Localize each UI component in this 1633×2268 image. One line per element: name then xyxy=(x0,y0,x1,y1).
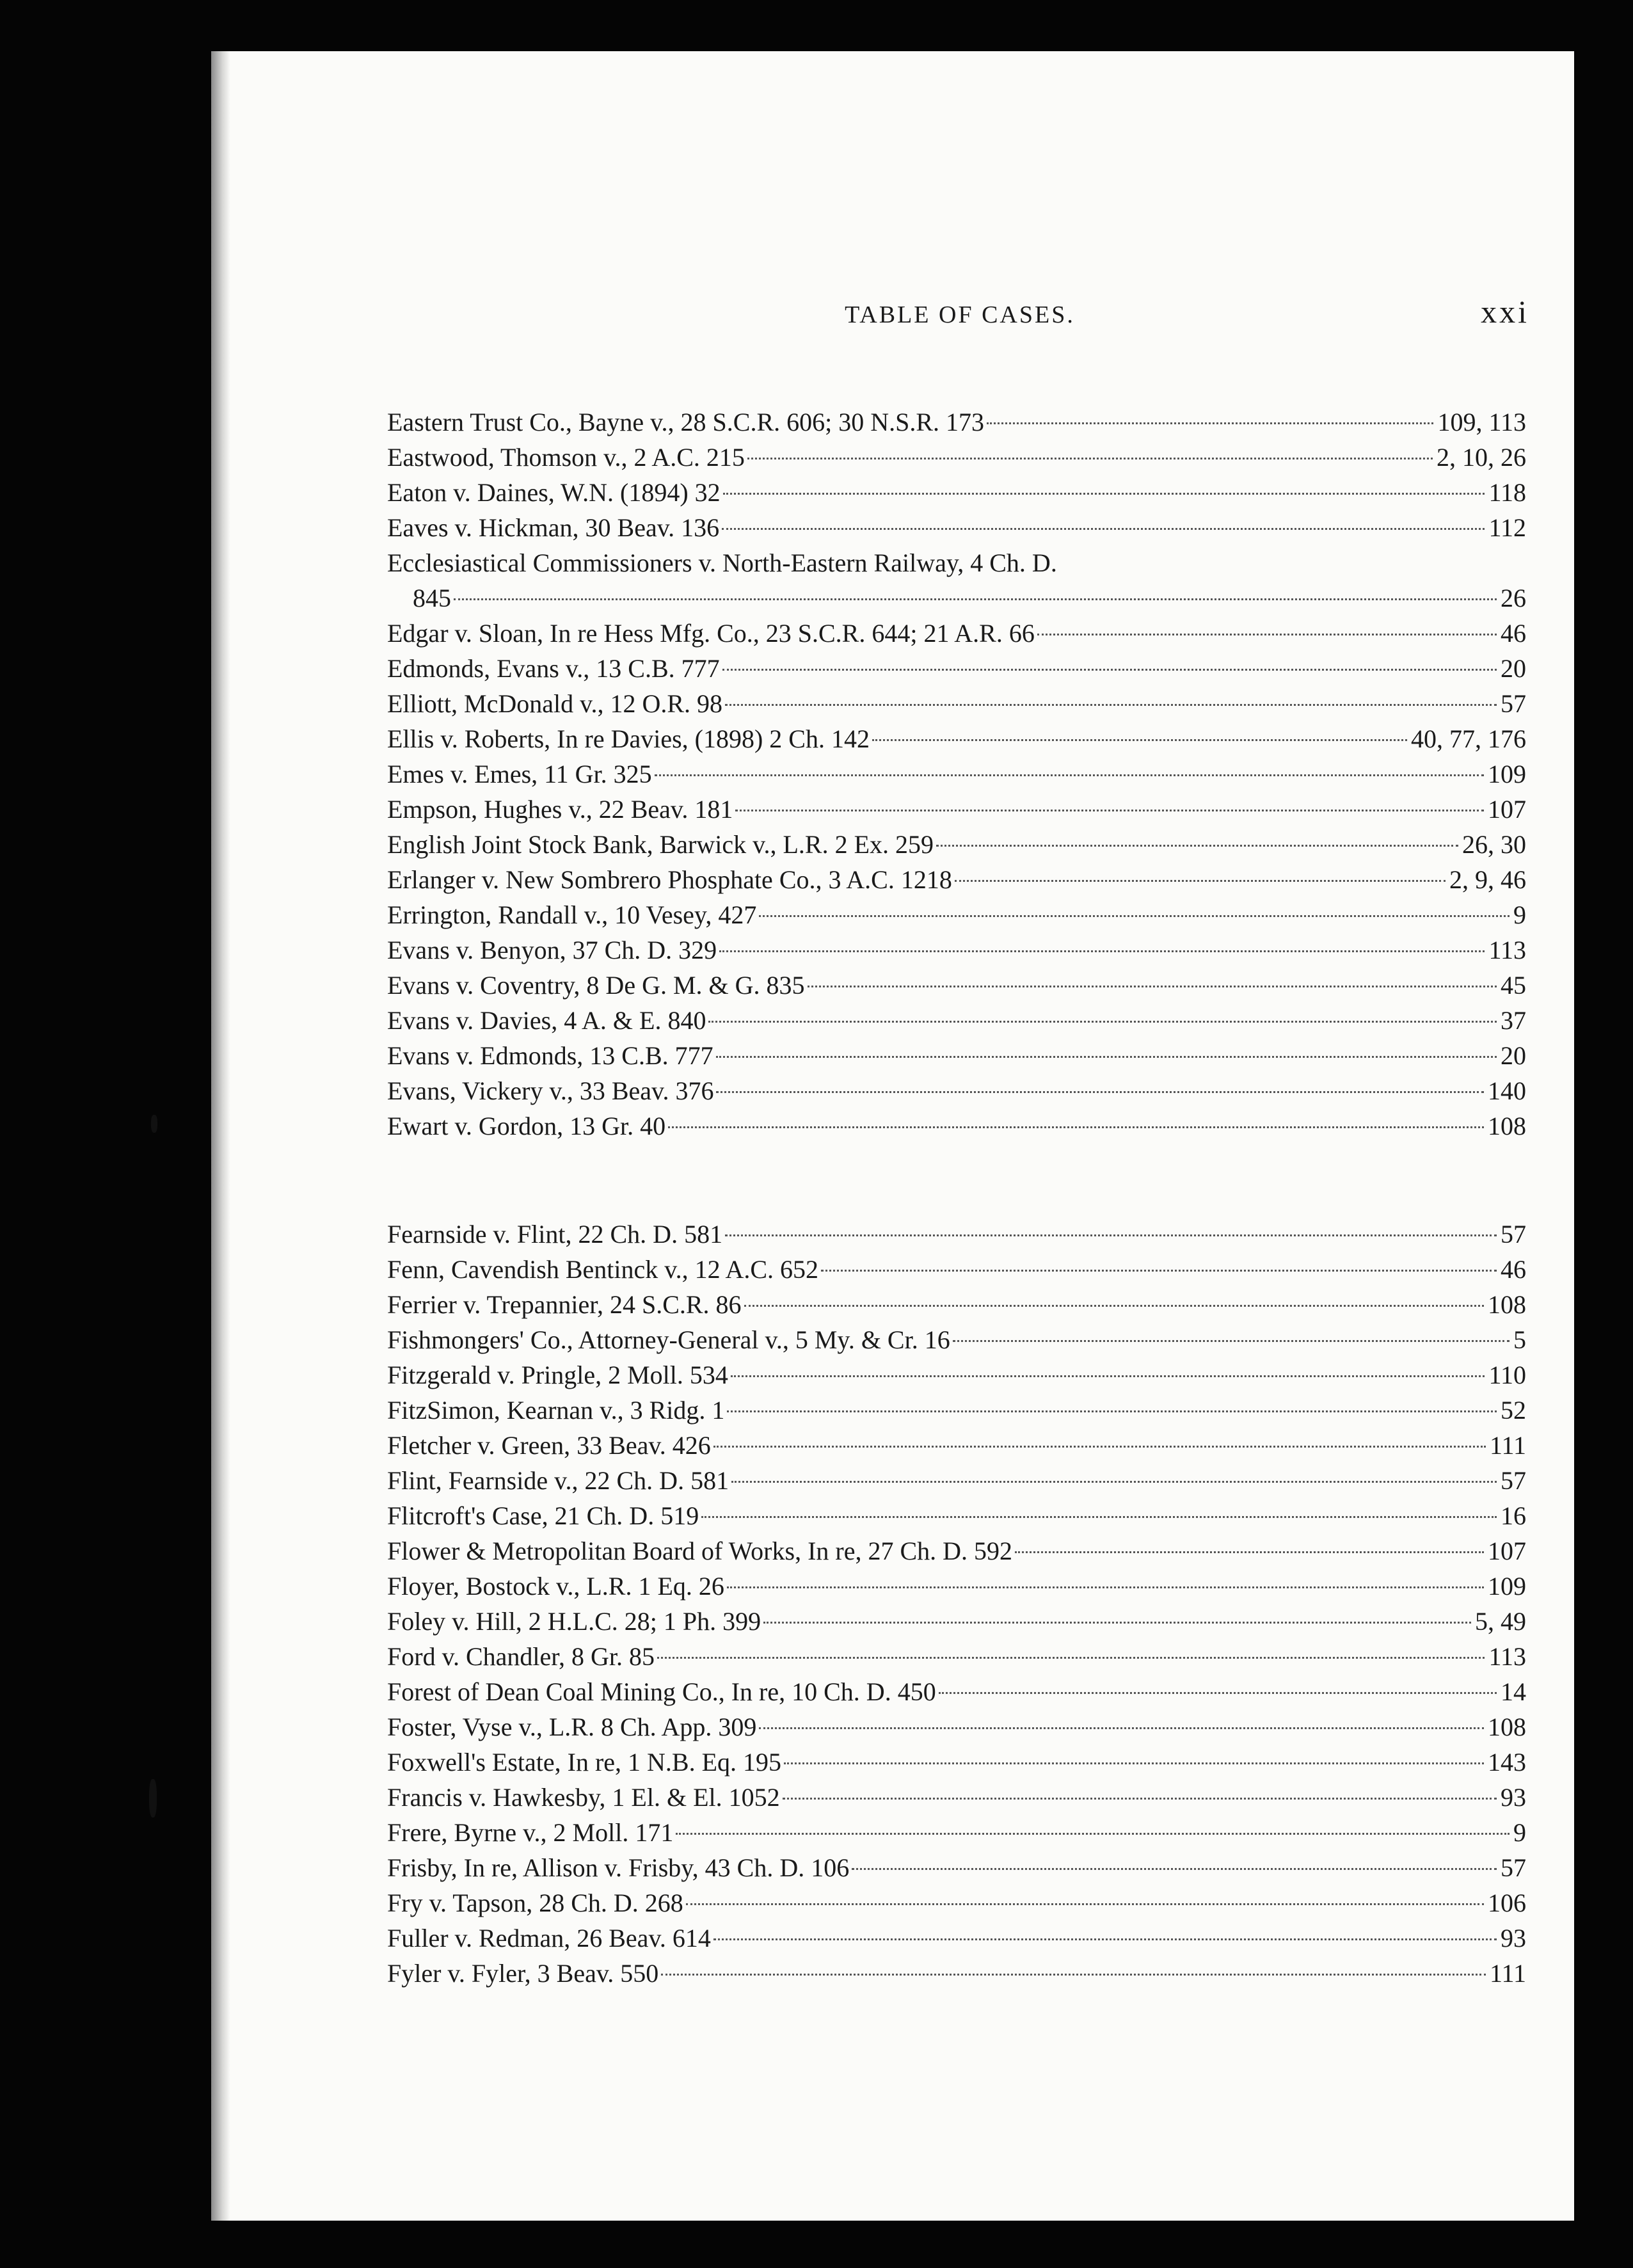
page-reference: 57 xyxy=(1501,1220,1526,1249)
case-name: Ferrier v. Trepannier, 24 S.C.R. 86 xyxy=(387,1290,742,1319)
case-name: Ewart v. Gordon, 13 Gr. 40 xyxy=(387,1112,666,1140)
page-reference: 16 xyxy=(1501,1501,1526,1530)
page-reference: 140 xyxy=(1488,1076,1526,1105)
page-reference: 46 xyxy=(1501,1255,1526,1284)
case-entry xyxy=(387,1674,1526,1709)
case-name: Ellis v. Roberts, In re Davies, (1898) 2 Ch. 142 xyxy=(387,724,870,753)
page-reference: 2, 10, 26 xyxy=(1437,443,1526,472)
dot-leader xyxy=(657,1657,1485,1659)
case-entry xyxy=(387,1709,1526,1745)
dot-leader xyxy=(686,1903,1484,1905)
page-reference: 57 xyxy=(1501,1853,1526,1882)
dot-leader xyxy=(987,422,1433,424)
case-entry xyxy=(387,1885,1526,1921)
page-reference: 118 xyxy=(1488,478,1526,507)
binding-hole-mark xyxy=(149,1779,157,1817)
case-name: Eastern Trust Co., Bayne v., 28 S.C.R. 606; 30 N.S.R. 173 xyxy=(387,408,985,436)
case-entry xyxy=(387,475,1526,510)
case-entry xyxy=(387,1498,1526,1533)
dot-leader xyxy=(731,1481,1497,1483)
case-entry xyxy=(387,792,1526,827)
page-reference: 40, 77, 176 xyxy=(1411,724,1526,753)
dot-leader xyxy=(759,1727,1484,1729)
case-entry xyxy=(387,1463,1526,1498)
page-reference: 37 xyxy=(1501,1006,1526,1035)
case-name: Floyer, Bostock v., L.R. 1 Eq. 26 xyxy=(387,1572,724,1601)
page-reference: 111 xyxy=(1489,1431,1526,1460)
page-reference: 109, 113 xyxy=(1437,408,1526,436)
case-name: 845 xyxy=(413,584,451,612)
case-entry xyxy=(387,1217,1526,1252)
dot-leader xyxy=(955,880,1446,882)
case-section xyxy=(387,404,1526,1144)
page-reference: 52 xyxy=(1501,1396,1526,1425)
case-name: Flitcroft's Case, 21 Ch. D. 519 xyxy=(387,1501,699,1530)
case-entry xyxy=(387,1287,1526,1322)
dot-leader xyxy=(939,1692,1497,1694)
page-reference: 5, 49 xyxy=(1475,1607,1526,1636)
case-name: Evans v. Edmonds, 13 C.B. 777 xyxy=(387,1041,713,1070)
case-name: Eaton v. Daines, W.N. (1894) 32 xyxy=(387,478,721,507)
case-name: Eastwood, Thomson v., 2 A.C. 215 xyxy=(387,443,745,472)
dot-leader xyxy=(713,1446,1486,1448)
dot-leader xyxy=(763,1622,1471,1624)
case-entry xyxy=(387,1815,1526,1850)
case-entry xyxy=(387,1428,1526,1463)
case-entry xyxy=(387,1639,1526,1674)
page-reference: 143 xyxy=(1488,1748,1526,1777)
case-name: Elliott, McDonald v., 12 O.R. 98 xyxy=(387,689,723,718)
case-entry xyxy=(387,1921,1526,1956)
case-entry xyxy=(387,1357,1526,1393)
case-entry xyxy=(387,651,1526,686)
page-reference: 93 xyxy=(1501,1783,1526,1812)
case-entry xyxy=(387,897,1526,932)
case-name: Fitzgerald v. Pringle, 2 Moll. 534 xyxy=(387,1361,728,1389)
case-name: Fletcher v. Green, 33 Beav. 426 xyxy=(387,1431,711,1460)
case-name: English Joint Stock Bank, Barwick v., L.R. 2 Ex. 259 xyxy=(387,830,934,859)
case-entry xyxy=(387,827,1526,862)
case-name: Empson, Hughes v., 22 Beav. 181 xyxy=(387,795,733,824)
dot-leader xyxy=(713,1938,1497,1940)
dot-leader xyxy=(936,845,1458,847)
case-name: Frisby, In re, Allison v. Frisby, 43 Ch. D. 106 xyxy=(387,1853,850,1882)
dot-leader xyxy=(722,669,1497,671)
page-reference: 112 xyxy=(1488,513,1526,542)
dot-leader xyxy=(731,1375,1485,1377)
table-of-cases xyxy=(387,404,1526,1991)
dot-leader xyxy=(668,1126,1484,1128)
page-reference: 45 xyxy=(1501,971,1526,1000)
case-name: Evans v. Benyon, 37 Ch. D. 329 xyxy=(387,936,717,964)
case-name: Flint, Fearnside v., 22 Ch. D. 581 xyxy=(387,1466,729,1495)
case-name: Fry v. Tapson, 28 Ch. D. 268 xyxy=(387,1889,683,1917)
dot-leader xyxy=(716,1091,1484,1093)
case-entry xyxy=(387,404,1526,440)
page-reference: 2, 9, 46 xyxy=(1449,865,1526,894)
case-name: Evans, Vickery v., 33 Beav. 376 xyxy=(387,1076,714,1105)
case-continuation xyxy=(387,580,1526,616)
dot-leader xyxy=(1037,634,1497,635)
dot-leader xyxy=(708,1021,1497,1023)
case-name: Fearnside v. Flint, 22 Ch. D. 581 xyxy=(387,1220,723,1249)
page-reference: 108 xyxy=(1488,1290,1526,1319)
page-reference: 9 xyxy=(1513,1818,1526,1847)
dot-leader xyxy=(852,1868,1497,1870)
dot-leader xyxy=(655,774,1484,776)
case-entry xyxy=(387,1745,1526,1780)
case-entry xyxy=(387,1569,1526,1604)
page-number: xxi xyxy=(1481,294,1529,330)
case-entry xyxy=(387,1073,1526,1108)
page-reference: 108 xyxy=(1488,1713,1526,1741)
dot-leader xyxy=(701,1516,1497,1518)
case-entry xyxy=(387,510,1526,545)
dot-leader xyxy=(454,598,1497,600)
case-entry xyxy=(387,756,1526,792)
dot-leader xyxy=(727,1410,1497,1412)
book-page xyxy=(211,51,1574,2221)
case-name: Ecclesiastical Commissioners v. North-Eastern Railway, 4 Ch. D. xyxy=(387,548,1057,577)
case-name: Errington, Randall v., 10 Vesey, 427 xyxy=(387,900,757,929)
page-reference: 46 xyxy=(1501,619,1526,648)
case-entry xyxy=(387,1003,1526,1038)
page-reference: 9 xyxy=(1513,900,1526,929)
page-reference: 106 xyxy=(1488,1889,1526,1917)
case-entry xyxy=(387,1252,1526,1287)
case-entry xyxy=(387,968,1526,1003)
case-entry xyxy=(387,1604,1526,1639)
case-name: Foxwell's Estate, In re, 1 N.B. Eq. 195 xyxy=(387,1748,782,1777)
dot-leader xyxy=(735,810,1484,811)
running-head xyxy=(390,288,1529,339)
case-entry xyxy=(387,1393,1526,1428)
dot-leader xyxy=(747,458,1433,459)
case-name: Foley v. Hill, 2 H.L.C. 28; 1 Ph. 399 xyxy=(387,1607,761,1636)
case-section xyxy=(387,1217,1526,1991)
case-name: Fishmongers' Co., Attorney-General v., 5 My. & Cr. 16 xyxy=(387,1325,950,1354)
page-reference: 20 xyxy=(1501,654,1526,683)
case-name: Fyler v. Fyler, 3 Beav. 550 xyxy=(387,1959,659,1988)
case-entry xyxy=(387,616,1526,651)
dot-leader xyxy=(676,1833,1510,1835)
page-reference: 113 xyxy=(1488,936,1526,964)
page-reference: 108 xyxy=(1488,1112,1526,1140)
case-entry xyxy=(387,440,1526,475)
case-entry xyxy=(387,932,1526,968)
dot-leader xyxy=(716,1056,1497,1058)
binding-hole-mark xyxy=(151,1115,157,1133)
case-entry xyxy=(387,1780,1526,1815)
case-name: Edmonds, Evans v., 13 C.B. 777 xyxy=(387,654,720,683)
page-spine-shadow xyxy=(211,51,230,2221)
case-entry xyxy=(387,686,1526,721)
page-reference: 109 xyxy=(1488,1572,1526,1601)
case-name: Fenn, Cavendish Bentinck v., 12 A.C. 652 xyxy=(387,1255,819,1284)
dot-leader xyxy=(722,528,1485,530)
dot-leader xyxy=(723,493,1485,495)
page-reference: 26, 30 xyxy=(1462,830,1526,859)
dot-leader xyxy=(719,950,1485,952)
page-reference: 20 xyxy=(1501,1041,1526,1070)
page-reference: 5 xyxy=(1513,1325,1526,1354)
page-reference: 109 xyxy=(1488,760,1526,788)
page-reference: 111 xyxy=(1489,1959,1526,1988)
case-name: Emes v. Emes, 11 Gr. 325 xyxy=(387,760,652,788)
case-name: Foster, Vyse v., L.R. 8 Ch. App. 309 xyxy=(387,1713,757,1741)
case-entry xyxy=(387,1850,1526,1885)
page-reference: 110 xyxy=(1488,1361,1526,1389)
dot-leader xyxy=(727,1586,1484,1588)
dot-leader xyxy=(725,704,1497,706)
case-name: Ford v. Chandler, 8 Gr. 85 xyxy=(387,1642,655,1671)
dot-leader xyxy=(744,1305,1484,1307)
dot-leader xyxy=(808,986,1497,987)
page-reference: 57 xyxy=(1501,1466,1526,1495)
dot-leader xyxy=(784,1762,1484,1764)
dot-leader xyxy=(953,1340,1510,1342)
dot-leader xyxy=(725,1234,1497,1236)
case-name: Evans v. Coventry, 8 De G. M. & G. 835 xyxy=(387,971,805,1000)
case-entry xyxy=(387,1038,1526,1073)
case-entry xyxy=(387,1322,1526,1357)
page-reference: 26 xyxy=(1501,584,1526,612)
page-reference: 107 xyxy=(1488,795,1526,824)
page-reference: 14 xyxy=(1501,1677,1526,1706)
case-name: Francis v. Hawkesby, 1 El. & El. 1052 xyxy=(387,1783,780,1812)
case-name: Erlanger v. New Sombrero Phosphate Co., 3 A.C. 1218 xyxy=(387,865,952,894)
dot-leader xyxy=(759,915,1510,917)
case-name: FitzSimon, Kearnan v., 3 Ridg. 1 xyxy=(387,1396,725,1425)
case-entry xyxy=(387,1956,1526,1991)
dot-leader xyxy=(821,1270,1497,1272)
case-entry xyxy=(387,721,1526,756)
running-title: TABLE OF CASES. xyxy=(845,301,1075,328)
dot-leader xyxy=(1015,1551,1484,1553)
page-reference: 93 xyxy=(1501,1924,1526,1953)
dot-leader xyxy=(872,739,1407,741)
case-name: Edgar v. Sloan, In re Hess Mfg. Co., 23 S.C.R. 644; 21 A.R. 66 xyxy=(387,619,1035,648)
case-name: Fuller v. Redman, 26 Beav. 614 xyxy=(387,1924,711,1953)
case-name: Forest of Dean Coal Mining Co., In re, 10 Ch. D. 450 xyxy=(387,1677,936,1706)
case-entry xyxy=(387,862,1526,897)
case-name: Evans v. Davies, 4 A. & E. 840 xyxy=(387,1006,706,1035)
case-entry xyxy=(387,1108,1526,1144)
page-reference: 57 xyxy=(1501,689,1526,718)
dot-leader xyxy=(661,1974,1486,1976)
case-name: Frere, Byrne v., 2 Moll. 171 xyxy=(387,1818,674,1847)
case-name: Flower & Metropolitan Board of Works, In re, 27 Ch. D. 592 xyxy=(387,1537,1013,1565)
dot-leader xyxy=(783,1798,1497,1800)
page-reference: 107 xyxy=(1488,1537,1526,1565)
page-reference: 113 xyxy=(1488,1642,1526,1671)
case-entry xyxy=(387,1533,1526,1569)
case-name: Eaves v. Hickman, 30 Beav. 136 xyxy=(387,513,720,542)
case-entry xyxy=(387,545,1526,616)
